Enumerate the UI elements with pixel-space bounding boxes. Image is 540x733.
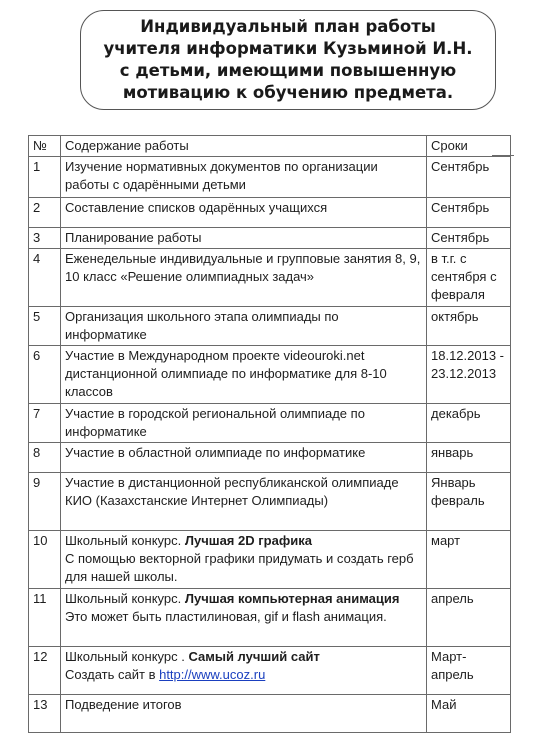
row-content: Изучение нормативных документов по организации работы с одарёнными детьми — [61, 157, 427, 198]
table-row — [29, 346, 511, 404]
contest-name: Лучшая компьютерная анимация — [184, 591, 400, 606]
document-title: Индивидуальный план работы учителя информатики Кузьминой И.Н. с детьми, имеющими повышенную мотивацию к обучению предмета. — [103, 17, 473, 102]
row-date: Сентябрь — [427, 198, 511, 228]
row-date: январь — [427, 443, 511, 473]
contest-description: Создать сайт в — [65, 667, 160, 682]
row-content: Подведение итогов — [61, 695, 427, 733]
table-row — [29, 198, 511, 228]
contest-label: Школьный конкурс. — [65, 533, 185, 548]
row-content: Участие в дистанционной республиканской олимпиаде КИО (Казахстанские Интернет Олимпиады) — [61, 473, 427, 531]
header-dates: Сроки — [427, 136, 511, 157]
row-number: 6 — [29, 346, 61, 404]
title-box — [80, 10, 496, 110]
row-number: 4 — [29, 249, 61, 307]
row-number: 2 — [29, 198, 61, 228]
row-content — [61, 647, 427, 695]
table-row — [29, 473, 511, 531]
work-plan-table — [28, 135, 511, 733]
contest-name: Лучшая 2D графика — [184, 533, 312, 548]
row-content: Планирование работы — [61, 228, 427, 249]
row-date: апрель — [427, 589, 511, 647]
row-number: 7 — [29, 404, 61, 443]
row-number: 13 — [29, 695, 61, 733]
row-date: март — [427, 531, 511, 589]
row-number: 11 — [29, 589, 61, 647]
row-date: декабрь — [427, 404, 511, 443]
row-content — [61, 531, 427, 589]
row-content — [61, 589, 427, 647]
row-content: Участие в городской региональной олимпиаде по информатике — [61, 404, 427, 443]
table-row — [29, 589, 511, 647]
contest-label: Школьный конкурс . — [65, 649, 189, 664]
row-number: 12 — [29, 647, 61, 695]
row-content: Организация школьного этапа олимпиады по информатике — [61, 307, 427, 346]
row-content: Участие в областной олимпиаде по информатике — [61, 443, 427, 473]
row-number: 9 — [29, 473, 61, 531]
row-date: Март- апрель — [427, 647, 511, 695]
row-date: в т.г. с сентября с февраля — [427, 249, 511, 307]
table-row — [29, 157, 511, 198]
contest-description: Это может быть пластилиновая, gif и flash анимация. — [65, 609, 387, 624]
table-row — [29, 531, 511, 589]
header-number: № — [29, 136, 61, 157]
table-row — [29, 695, 511, 733]
table-row — [29, 307, 511, 346]
row-date: октябрь — [427, 307, 511, 346]
contest-name: Самый лучший сайт — [188, 649, 320, 664]
table-row — [29, 443, 511, 473]
row-date: Январь февраль — [427, 473, 511, 531]
row-date: Сентябрь — [427, 157, 511, 198]
row-number: 10 — [29, 531, 61, 589]
contest-label: Школьный конкурс. — [65, 591, 185, 606]
row-content: Участие в Международном проекте videouroki.net дистанционной олимпиаде по информатике для 8-10 классов — [61, 346, 427, 404]
table-row — [29, 228, 511, 249]
row-number: 1 — [29, 157, 61, 198]
table-header-row — [29, 136, 511, 157]
row-content: Еженедельные индивидуальные и групповые занятия 8, 9, 10 класс «Решение олимпиадных задач» — [61, 249, 427, 307]
row-content: Составление списков одарённых учащихся — [61, 198, 427, 228]
table-row — [29, 404, 511, 443]
header-content: Содержание работы — [61, 136, 427, 157]
table-row — [29, 249, 511, 307]
row-date: Май — [427, 695, 511, 733]
contest-description: С помощью векторной графики придумать и создать герб для нашей школы. — [65, 551, 414, 584]
table-row — [29, 647, 511, 695]
row-number: 8 — [29, 443, 61, 473]
row-date: 18.12.2013 - 23.12.2013 — [427, 346, 511, 404]
ucoz-link[interactable]: http://www.ucoz.ru — [159, 667, 266, 682]
row-number: 5 — [29, 307, 61, 346]
row-date: Сентябрь — [427, 228, 511, 249]
row-number: 3 — [29, 228, 61, 249]
